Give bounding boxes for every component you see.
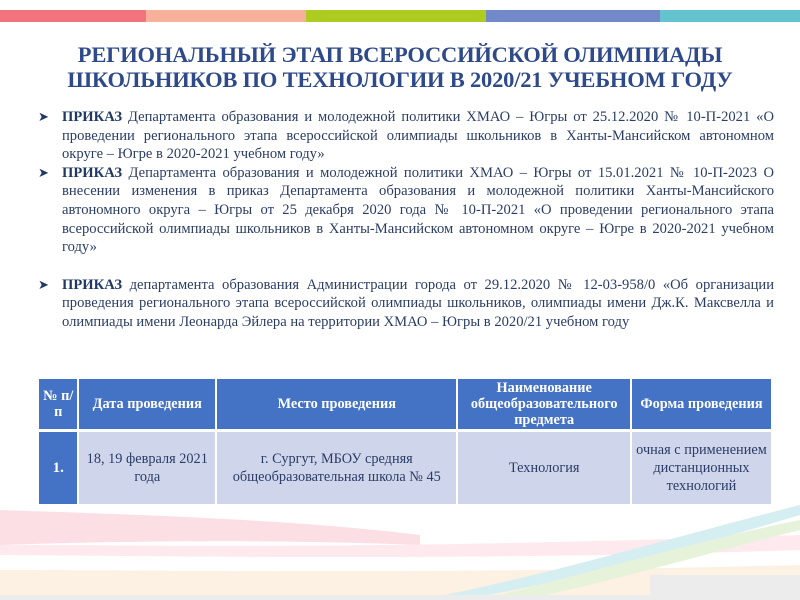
- order-text: департамента образования Администрации города от 29.12.2020 № 12-03-958/0 «Об организации проведения регионального этапа всероссийской олимпиады школьников, олимпиады имени Дж.К. Максвелла и олимпиады имени Леонарда Эйлера на территории ХМАО – Югры в 2020/21 учебном году: [62, 276, 774, 330]
- header-number: № п/п: [39, 379, 77, 429]
- header-form: Форма проведения: [632, 379, 771, 429]
- color-segment-peach: [146, 10, 306, 22]
- header-place: Место проведения: [217, 379, 456, 429]
- color-segment-red: [0, 10, 146, 22]
- order-label: ПРИКАЗ: [62, 109, 123, 125]
- table-row: [39, 432, 771, 504]
- color-segment-blue: [486, 10, 660, 22]
- cell-number: 1.: [39, 432, 77, 504]
- cell-place: г. Сургут, МБОУ средняя общеобразовательная школа № 45: [217, 432, 456, 504]
- arrow-bullet-icon: ➤: [38, 164, 49, 180]
- order-item: [38, 108, 774, 164]
- header-subject: Наименование общеобразовательного предмета: [458, 379, 629, 429]
- arrow-bullet-icon: ➤: [38, 109, 49, 124]
- bottom-wave-decoration: [0, 505, 800, 600]
- olympiad-schedule-table: [37, 376, 773, 507]
- order-text: Департамента образования и молодежной политики ХМАО – Югры от 25.12.2020 № 10-П-2021 «О проведении регионального этапа всероссийской олимпиады школьников в Ханты-Мансийском автономном округе – Югре в 2020-2021 учебном году»: [62, 109, 774, 163]
- title-line-2: ШКОЛЬНИКОВ ПО ТЕХНОЛОГИИ В 2020/21 УЧЕБНОМ ГОДУ: [67, 67, 733, 92]
- order-list: [38, 108, 774, 332]
- page-title: [0, 42, 800, 92]
- cell-subject: Технология: [458, 432, 629, 504]
- color-segment-green: [306, 10, 486, 22]
- order-item: [38, 276, 774, 332]
- top-color-bar: [0, 10, 800, 22]
- color-segment-teal: [660, 10, 800, 22]
- arrow-bullet-icon: ➤: [38, 276, 49, 292]
- header-date: Дата проведения: [79, 379, 215, 429]
- title-line-1: РЕГИОНАЛЬНЫЙ ЭТАП ВСЕРОССИЙСКОЙ ОЛИМПИАДЫ: [77, 42, 723, 67]
- order-label: ПРИКАЗ: [62, 276, 123, 293]
- order-label: ПРИКАЗ: [62, 164, 123, 181]
- order-text: Департамента образования и молодежной политики ХМАО – Югры от 15.01.2021 № 10-П-2023 О внесении изменения в приказ Департамента образования и молодежной политики Ханты-Мансийского автономного округа – Югры от 25 декабря 2020 года № 10-П-2021 «О проведении регионального этапа всероссийской олимпиады школьников в Ханты-Мансийском автономном округе – Югре в 2020-2021 учебном году»: [62, 164, 774, 256]
- cell-date: 18, 19 февраля 2021 года: [79, 432, 215, 504]
- table-header-row: [39, 379, 771, 429]
- cell-form: очная с применением дистанционных технологий: [632, 432, 771, 504]
- order-item: [38, 164, 774, 257]
